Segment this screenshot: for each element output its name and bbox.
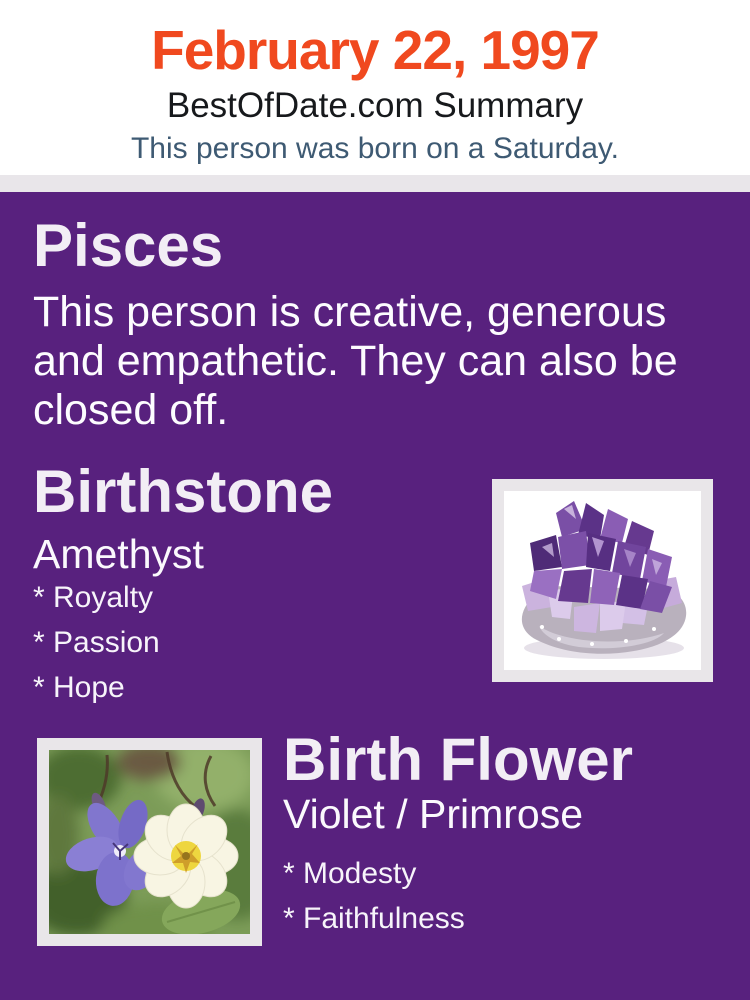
header-divider (0, 175, 750, 192)
birth-flower-heading: Birth Flower (283, 726, 634, 793)
amethyst-crystal-illustration (504, 491, 701, 670)
weekday-line: This person was born on a Saturday. (130, 132, 620, 165)
birth-flower-trait-list (283, 858, 465, 948)
amethyst-image (492, 479, 713, 682)
birth-date-title: February 22, 1997 (151, 19, 599, 81)
birthstone-trait: * Hope (33, 671, 125, 704)
summary-panel (0, 192, 750, 1000)
birth-flower-trait: * Modesty (283, 857, 417, 890)
zodiac-sign-heading: Pisces (33, 212, 224, 279)
birth-flower-trait: * Faithfulness (283, 902, 465, 935)
birthstone-trait-list (33, 582, 160, 717)
birth-flower-name: Violet / Primrose (283, 791, 584, 837)
birthstone-name: Amethyst (33, 531, 204, 577)
zodiac-description: This person is creative, generous and empathetic. They can also be closed off. (33, 288, 678, 434)
page-header (0, 0, 750, 175)
birthstone-trait: * Royalty (33, 581, 154, 614)
violet-primrose-image (37, 738, 262, 946)
birthstone-heading: Birthstone (33, 458, 333, 525)
violet-primrose-illustration (49, 750, 250, 934)
site-summary-title: BestOfDate.com Summary (166, 86, 584, 125)
birthstone-trait: * Passion (33, 626, 160, 659)
